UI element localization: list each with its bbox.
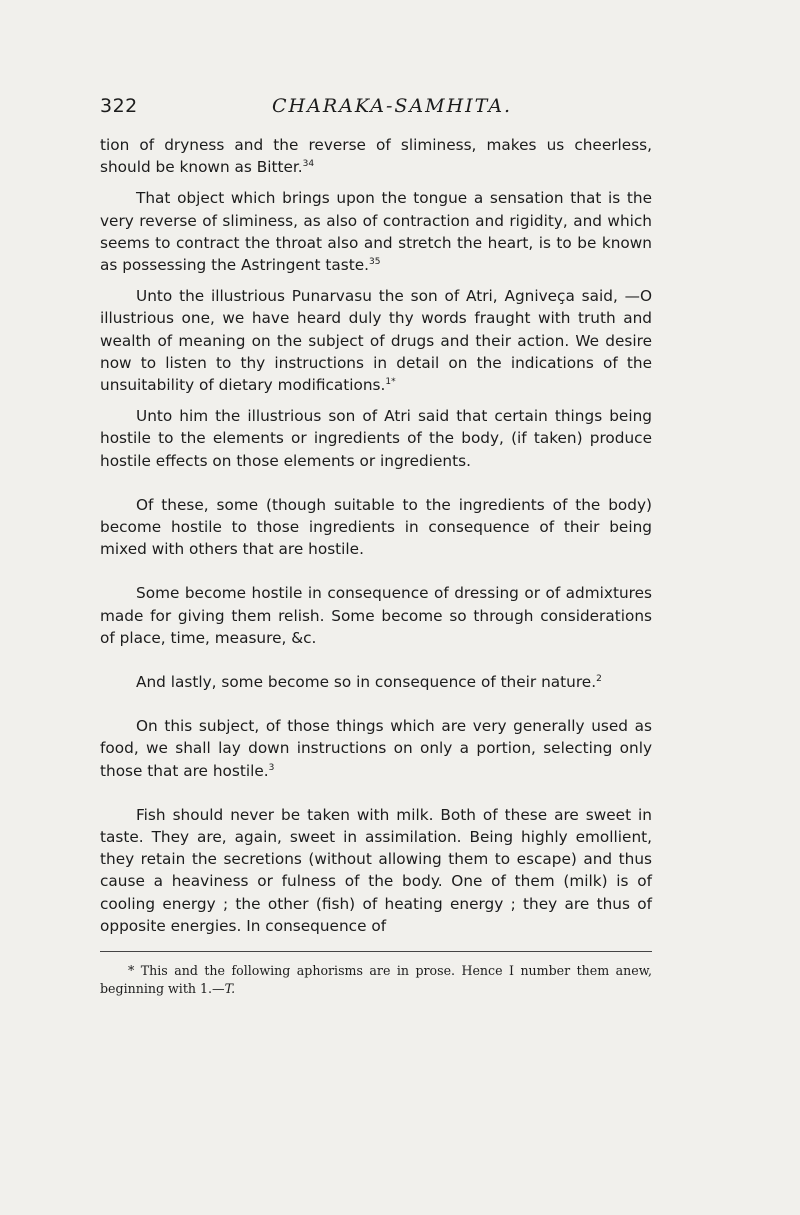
footnote xyxy=(100,962,652,997)
paragraph: Some become hostile in consequence of dressing or of admixtures made for giving them relish. Some become so through considerations of place, time, measure, &c. xyxy=(100,584,652,647)
page-number: 322 xyxy=(100,95,138,117)
paragraph: Unto him the illustrious son of Atri said that certain things being hostile to the elements or ingredients of the body, (if taken) produce hostile effects on those elements or ingredients. xyxy=(100,407,652,470)
paragraph: And lastly, some become so in consequence of their nature.$^2$ xyxy=(136,673,602,692)
page-header xyxy=(100,95,652,125)
paragraph: Fish should never be taken with milk. Both of these are sweet in taste. They are, again, sweet in assimilation. Being highly emollient, they retain the secretions (without allowing them to escape) and thus cause a heaviness or fulness of the body. One of them (milk) is of cooling energy ; the other (fish) of heating energy ; they are thus of opposite energies. In consequence of xyxy=(100,805,652,935)
footnote-rule xyxy=(100,951,652,952)
paragraph: tion of dryness and the reverse of sliminess, makes us cheerless, should be known as Bitter.$^{34}$ xyxy=(100,136,652,177)
paragraph: Unto the illustrious Punarvasu the son of Atri, Agniveça said, —O illustrious one, we have heard duly thy words fraught with truth and wealth of meaning on the subject of drugs and their action. We desire now to listen to thy instructions in detail on the indications of the unsuitability of dietary modifications.$^{1*}$ xyxy=(100,287,652,395)
footnote-text: * This and the following aphorisms are in prose. Hence I number them anew, beginning with 1.— xyxy=(100,963,652,996)
note-marker: 2 xyxy=(596,674,602,685)
footnote-signature: T. xyxy=(224,980,236,996)
note-marker: 3 xyxy=(268,762,275,773)
running-title: CHARAKA-SAMHITA. xyxy=(272,95,513,117)
paragraph: Of these, some (though suitable to the ingredients of the body) become hostile to those ingredients in consequence of their being mixed with others that are hostile. xyxy=(100,495,652,559)
body-text xyxy=(100,134,652,937)
note-marker: 35 xyxy=(369,257,381,268)
note-marker: 34 xyxy=(302,159,315,170)
book-page xyxy=(100,95,652,997)
paragraph: That object which brings upon the tongue a sensation that is the very reverse of sliminess, as also of contraction and rigidity, and which seems to contract the throat also and stretch the heart, is to be known as possessing the Astringent taste.$^{35}$ xyxy=(100,189,652,275)
note-marker: 1* xyxy=(385,377,396,388)
paragraph: On this subject, of those things which are very generally used as food, we shall lay down instructions on only a portion, selecting only those that are hostile.$^3$ xyxy=(100,717,652,780)
